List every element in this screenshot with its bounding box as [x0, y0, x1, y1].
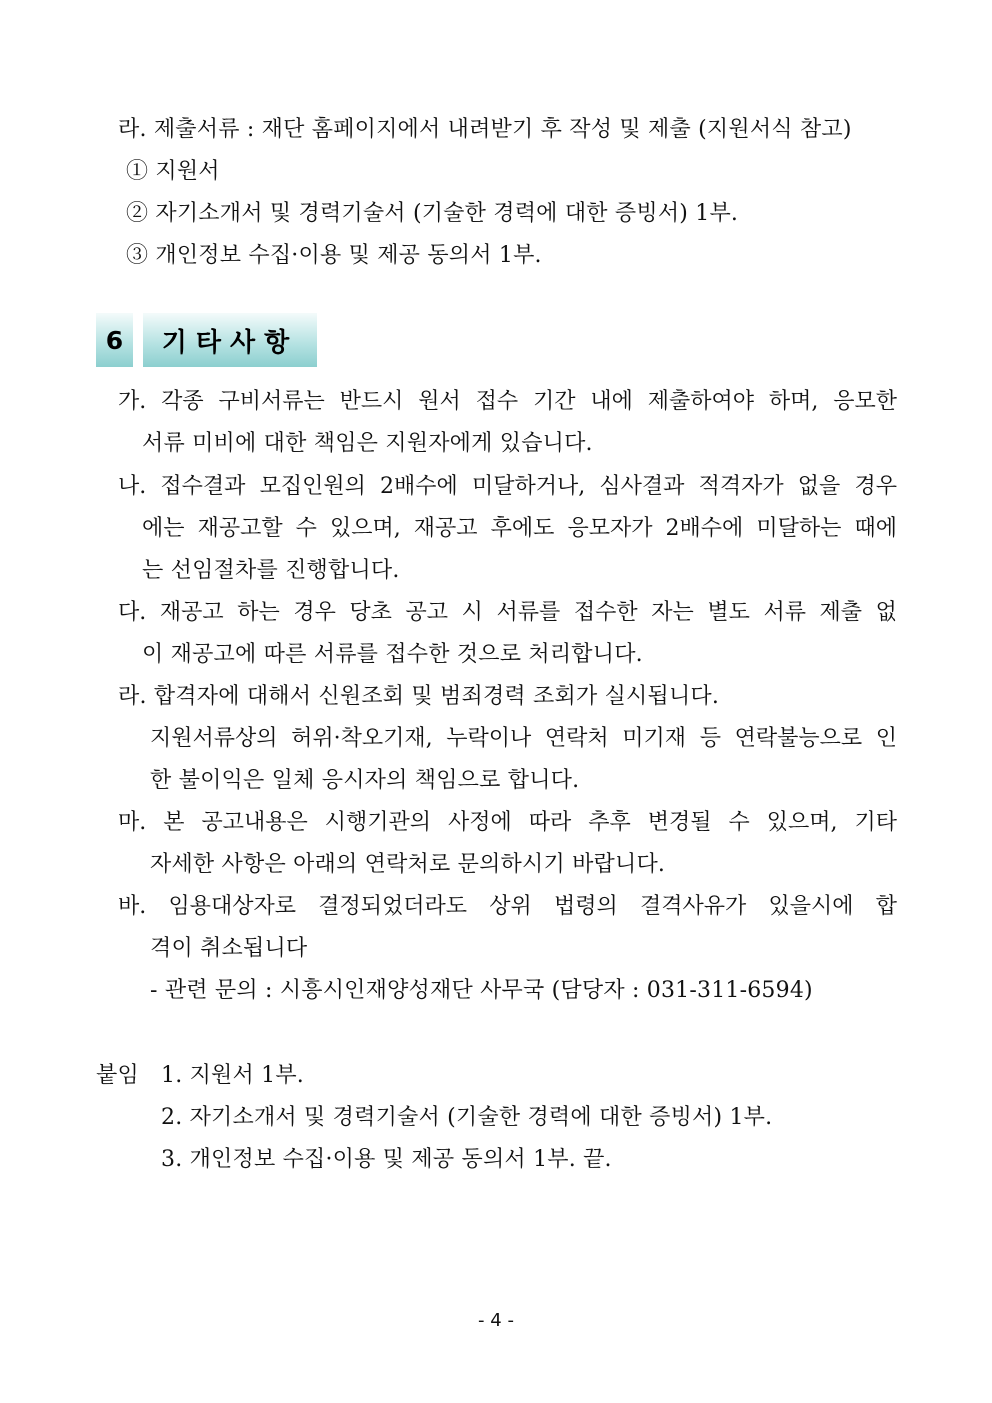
attachment-item-3: 3. 개인정보 수집·이용 및 제공 동의서 1부. 끝.: [161, 1147, 612, 1172]
attachments-label: 붙임: [96, 1063, 139, 1088]
word: 임용대상자로: [168, 894, 296, 919]
word: 있으며,: [766, 810, 838, 835]
word: 당초: [349, 600, 392, 625]
note-ra-line-1: 라. 합격자에 대해서 신원조회 및 범죄경력 조회가 실시됩니다.: [118, 684, 720, 709]
word: 미기재: [622, 726, 687, 751]
word: 하는: [237, 600, 280, 625]
word: 가.: [118, 389, 147, 414]
word: 없: [875, 600, 897, 625]
contact-info: - 관련 문의 : 시흥시인재양성재단 사무국 (담당자 : 031-311-6594): [150, 978, 813, 1003]
word: 본: [163, 810, 185, 835]
note-na-line-2: [142, 514, 897, 544]
word: 변경될: [647, 810, 712, 835]
word: 허위·착오기재,: [291, 726, 433, 751]
note-da-line-2: 이 재공고에 따른 서류를 접수한 것으로 처리합니다.: [142, 642, 643, 667]
submission-item-2: ② 자기소개서 및 경력기술서 (기술한 경력에 대한 증빙서) 1부.: [126, 201, 739, 226]
word: 별도: [707, 600, 750, 625]
word: 각종: [161, 389, 204, 414]
word: 기간: [532, 389, 576, 414]
word: 접수: [475, 389, 519, 414]
word: 결정되었더라도: [318, 894, 467, 919]
word: 구비서류는: [218, 389, 325, 414]
word: 제출하여야: [647, 389, 754, 414]
word: 심사결과: [599, 474, 685, 499]
word: 경우: [293, 600, 336, 625]
note-ga-line-2: 서류 미비에 대한 책임은 지원자에게 있습니다.: [142, 431, 593, 456]
word: 기타: [854, 810, 897, 835]
word: 지원서류상의: [150, 726, 278, 751]
word: 원서: [418, 389, 461, 414]
word: 접수결과: [160, 474, 246, 499]
section-title: 기타사항: [143, 313, 317, 367]
word: 연락불능으로: [734, 726, 863, 751]
word: 재공고할: [197, 516, 283, 541]
word: 서류를: [496, 600, 561, 625]
word: 미달하는: [756, 516, 842, 541]
submission-item-1: ① 지원서: [126, 159, 220, 184]
submission-item-3: ③ 개인정보 수집·이용 및 제공 동의서 1부.: [126, 243, 542, 268]
word: 합: [875, 894, 897, 919]
note-ma-line-2: 자세한 사항은 아래의 연락처로 문의하시기 바랍니다.: [150, 852, 666, 877]
note-ba-line-1: [118, 892, 897, 922]
note-na-line-3: 는 선임절차를 진행합니다.: [142, 558, 400, 583]
word: 후에도: [490, 516, 555, 541]
word: 시행기관의: [324, 810, 431, 835]
word: 응모한: [833, 389, 897, 414]
attachment-item-1: 1. 지원서 1부.: [161, 1063, 304, 1088]
word: 등: [699, 726, 721, 751]
word: 공고내용은: [201, 810, 308, 835]
word: 2배수에: [380, 474, 458, 499]
word: 시: [461, 600, 483, 625]
word: 때에: [854, 516, 897, 541]
note-ra-line-3: 한 불이익은 일체 응시자의 책임으로 합니다.: [150, 768, 580, 793]
note-da-line-1: [118, 598, 897, 628]
note-ra-line-2: [150, 724, 897, 754]
word: 적격자가: [698, 474, 784, 499]
word: 내에: [590, 389, 633, 414]
page-number: - 4 -: [478, 1310, 514, 1331]
note-ga-line-1: [118, 387, 897, 417]
word: 제출: [819, 600, 863, 625]
word: 결격사유가: [639, 894, 747, 919]
word: 재공고: [159, 600, 224, 625]
attachment-item-2: 2. 자기소개서 및 경력기술서 (기술한 경력에 대한 증빙서) 1부.: [161, 1105, 773, 1130]
word: 인: [875, 726, 897, 751]
word: 서류: [763, 600, 806, 625]
word: 나.: [118, 474, 147, 499]
word: 있으며,: [329, 516, 401, 541]
word: 재공고: [413, 516, 478, 541]
word: 누락이나: [446, 726, 532, 751]
submission-heading: 라. 제출서류 : 재단 홈페이지에서 내려받기 후 작성 및 제출 (지원서식 참고): [118, 117, 852, 142]
word: 있을시에: [768, 894, 854, 919]
note-ma-line-1: [118, 808, 897, 838]
note-ba-line-2: 격이 취소됩니다: [150, 936, 308, 961]
word: 경우: [854, 474, 897, 499]
word: 모집인원의: [259, 474, 366, 499]
word: 추후: [588, 810, 631, 835]
note-na-line-1: [118, 472, 897, 502]
word: 다.: [118, 600, 147, 625]
word: 따라: [528, 810, 572, 835]
word: 2배수에: [665, 516, 744, 541]
word: 공고: [405, 600, 449, 625]
word: 바.: [118, 894, 147, 919]
word: 에는: [142, 516, 185, 541]
word: 연락처: [544, 726, 609, 751]
word: 응모자가: [567, 516, 653, 541]
word: 수: [295, 516, 317, 541]
word: 반드시: [339, 389, 404, 414]
word: 하며,: [768, 389, 819, 414]
word: 사정에: [447, 810, 512, 835]
word: 자는: [651, 600, 694, 625]
word: 미달하거나,: [471, 474, 586, 499]
word: 접수한: [573, 600, 638, 625]
word: 마.: [118, 810, 147, 835]
word: 상위: [489, 894, 532, 919]
section-number-badge: 6: [96, 313, 133, 367]
word: 수: [728, 810, 750, 835]
word: 없을: [797, 474, 841, 499]
word: 법령의: [553, 894, 618, 919]
